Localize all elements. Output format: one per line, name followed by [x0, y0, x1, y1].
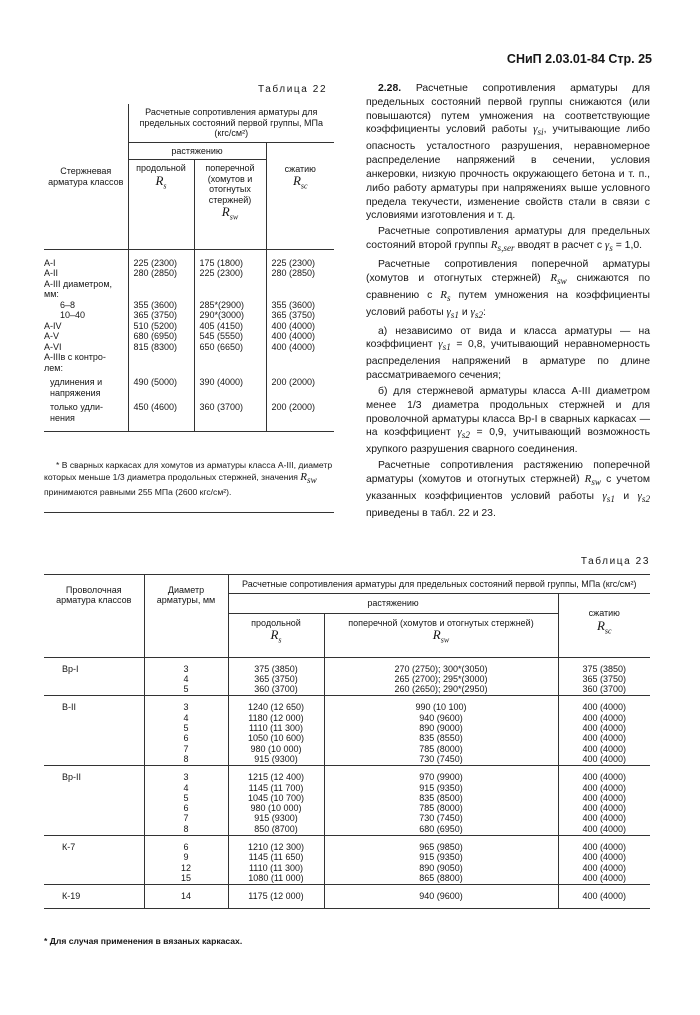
t22-long-header: продольной $R_s$: [128, 160, 194, 250]
page-header: СНиП 2.03.01-84 Стр. 25: [506, 52, 652, 66]
cell-trans: 270 (2750); 300*(3050) 265 (2700); 295*(3000) 260 (2650); 290*(2950): [324, 657, 558, 696]
cell-comp: 400 (4000) 400 (4000) 400 (4000) 400 (4000) 400 (4000) 400 (4000): [558, 766, 650, 836]
footnote-divider: [44, 512, 334, 513]
cell-trans: 965 (9850) 915 (9350) 890 (9050) 865 (8800): [324, 836, 558, 885]
t22-trans-header: поперечной (хомутов и отогнутых стержней) $R_{sw}$: [194, 160, 266, 250]
table-row: А-III диаметром, мм:: [44, 279, 334, 300]
t22-group-header: Расчетные сопротивления арматуры для предельных состояний первой группы, МПа (кгс/см²): [128, 104, 334, 142]
table-row: только удли- нения 450 (4600) 360 (3700) 200 (2000): [44, 398, 334, 432]
table-row: [44, 766, 650, 836]
cell-diameter: 14: [144, 885, 228, 908]
section-2-28: [366, 82, 650, 523]
table-23: [44, 574, 650, 909]
table22-footnote: * В сварных каркасах для хомутов из арматуры класса А-III, диаметр которых меньше 1/3 диаметра продольных стержней, значения $R_{sw}$ принимаются равными 255 МПа (2600 кгс/см²).: [44, 460, 333, 498]
cell-trans: 970 (9900) 915 (9350) 835 (8500) 785 (8000) 730 (7450) 680 (6950): [324, 766, 558, 836]
paragraph: Расчетные сопротивления поперечной арматуры (хомутов и отогнутых стержней) $R_{sw}$ снижаются по сравнению с $R_s$ путем умножения на коэффициенты условий работы $\gamma_{s1}$ и $\gamma_{s2}$:: [366, 258, 651, 320]
table23-footnote: * Для случая применения в вязаных каркасах.: [44, 936, 243, 946]
t23-col-diam-header: Диаметр арматуры, мм: [144, 575, 228, 658]
table-row: 6–8 355 (3600) 285*(2900) 355 (3600): [44, 300, 334, 311]
cell-class: К-7: [44, 836, 144, 885]
table-row: [44, 836, 650, 885]
table-row: А-VI 815 (8300) 650 (6650) 400 (4000): [44, 342, 334, 353]
table-row: А-IV 510 (5200) 405 (4150) 400 (4000): [44, 321, 334, 332]
t23-col-class-header: Проволочная арматура классов: [44, 575, 144, 658]
t22-col-class-header: Стержневая арматура классов: [44, 104, 128, 250]
cell-comp: 375 (3850) 365 (3750) 360 (3700): [558, 657, 650, 696]
table-row: А-II 280 (2850) 225 (2300) 280 (2850): [44, 268, 334, 279]
table-row: А-IIIв с контро- лем:: [44, 352, 334, 373]
table23-caption: Таблица 23: [580, 556, 650, 567]
cell-diameter: 3 4 5 6 7 8: [144, 766, 228, 836]
t23-comp-header: сжатию $R_{sc}$: [558, 594, 650, 657]
t23-group-header: Расчетные сопротивления арматуры для предельных состояний первой группы, МПа (кгс/см²): [228, 575, 650, 594]
t23-tension-header: растяжению: [228, 594, 558, 613]
table-row: [44, 696, 650, 766]
cell-class: В-II: [44, 696, 144, 766]
cell-comp: 400 (4000) 400 (4000) 400 (4000) 400 (4000) 400 (4000) 400 (4000): [558, 696, 650, 766]
table-row: А-V 680 (6950) 545 (5550) 400 (4000): [44, 331, 334, 342]
table-row: [44, 885, 650, 908]
t23-trans-header: поперечной (хомутов и отогнутых стержней) $R_{sw}$: [324, 613, 558, 657]
table-row: 10–40 365 (3750) 290*(3000) 365 (3750): [44, 310, 334, 321]
cell-long: 1175 (12 000): [228, 885, 324, 908]
paragraph: Расчетные сопротивления арматуры для предельных состояний второй группы $R_{s,ser}$ вводят в расчет с $\gamma_s = 1,0$.: [366, 226, 650, 254]
cell-comp: 400 (4000) 400 (4000) 400 (4000) 400 (4000): [558, 836, 650, 885]
cell-long: 375 (3850) 365 (3750) 360 (3700): [228, 657, 324, 696]
table-row: удлинения и напряжения 490 (5000) 390 (4000) 200 (2000): [44, 373, 334, 398]
table23-body: [44, 657, 650, 908]
cell-comp: 400 (4000): [558, 885, 650, 908]
cell-trans: 940 (9600): [324, 885, 558, 908]
table-row: [44, 657, 650, 696]
paragraph: б) для стержневой арматуры класса А-III диаметром менее 1/3 диаметра продольных стержней и для проволочной арматуры класса Вр-I в сварных каркасах — на коэффициент $\gamma_{s2} = 0,9$, учитывающий возможность хрупкого разрушения сварного соединения.: [366, 386, 650, 456]
table-row: А-I 225 (2300) 175 (1800) 225 (2300): [44, 258, 334, 269]
t22-comp-header: сжатию $R_{sc}$: [266, 142, 334, 250]
cell-class: К-19: [44, 885, 144, 908]
t22-tension-header: растяжению: [128, 142, 266, 160]
cell-diameter: 6 9 12 15: [144, 836, 228, 885]
cell-long: 1210 (12 300) 1145 (11 650) 1110 (11 300) 1080 (11 000): [228, 836, 324, 885]
cell-diameter: 3 4 5 6 7 8: [144, 696, 228, 766]
paragraph: 2.28. Расчетные сопротивления арматуры для предельных состояний первой группы снижаются (или повышаются) путем умножения на соответствующие коэффициенты условий работы $\gamma_{si}$, учитывающие либо опасность усталостного разрушения, неравномерное распределение напряжений в сечении, условия анкеровки, низкую прочность окружающего бетона и т. п., либо работу арматуры при напряжениях выше условного предела текучести, изменение свойств стали в связи с условиями изготовления и т. д.: [366, 83, 650, 222]
cell-long: 1215 (12 400) 1145 (11 700) 1045 (10 700) 980 (10 000) 915 (9300) 850 (8700): [228, 766, 324, 836]
paragraph: Расчетные сопротивления растяжению поперечной арматуры (хомутов и отогнутых стержней) $R_{sw}$ с учетом указанных коэффициентов условий работы $\gamma_{s1}$ и $\gamma_{s2}$ приведены в табл. 22 и 23.: [366, 460, 651, 519]
paragraph: а) независимо от вида и класса арматуры — на коэффициент $\gamma_{s1} = 0,8$, учитывающий неравномерность распределения напряжений в арматуре по длине рассматриваемого сечения;: [366, 325, 651, 382]
cell-trans: 990 (10 100) 940 (9600) 890 (9000) 835 (8550) 785 (8000) 730 (7450): [324, 696, 558, 766]
cell-class: Вр-I: [44, 657, 144, 696]
table22-caption: Таблица 22: [258, 84, 328, 95]
table-22: [44, 104, 334, 432]
t23-long-header: продольной $R_s$: [228, 613, 324, 657]
cell-class: Вр-II: [44, 766, 144, 836]
cell-diameter: 3 4 5: [144, 657, 228, 696]
cell-long: 1240 (12 650) 1180 (12 000) 1110 (11 300) 1050 (10 600) 980 (10 000) 915 (9300): [228, 696, 324, 766]
